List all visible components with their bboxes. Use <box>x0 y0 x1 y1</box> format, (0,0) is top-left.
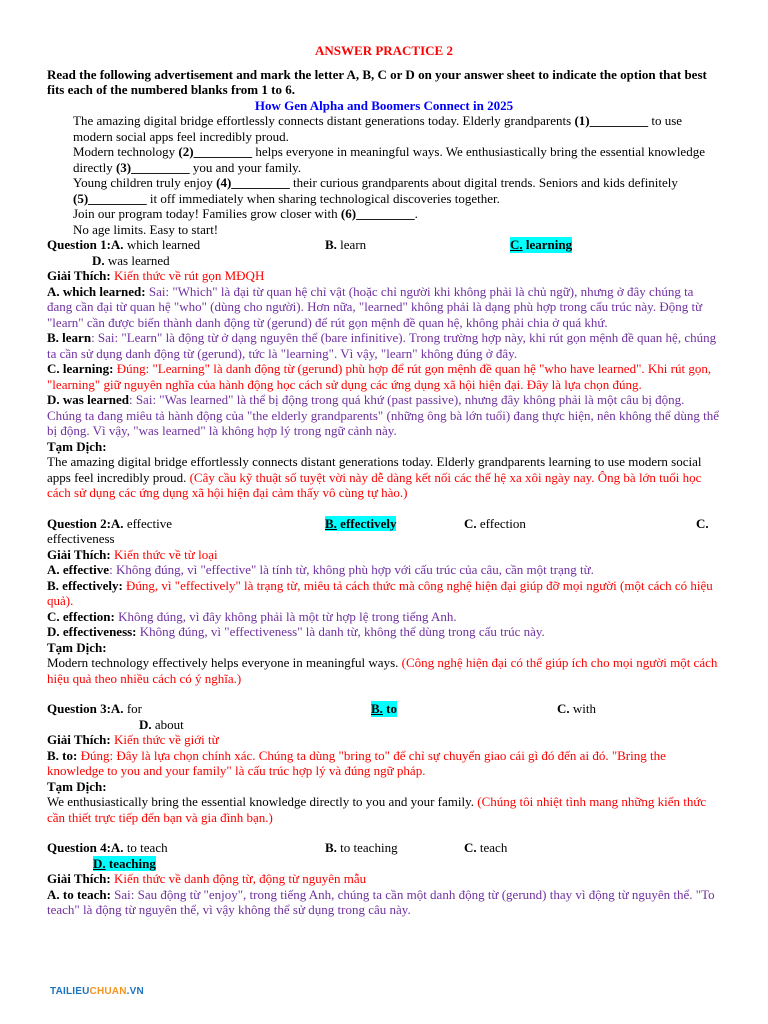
question-4-option-b: to teaching <box>336 840 398 855</box>
blank-2: (2)_________ <box>178 144 253 159</box>
q4-explain-heading: Giải Thích: Kiến thức về danh động từ, động từ nguyên mẫu <box>47 871 367 886</box>
question-1-options: Question 1:A. which learned B. learn C. learning <box>47 237 573 252</box>
site-logo[interactable]: TAILIEUCHUAN.VN <box>50 986 144 997</box>
question-4-option-a: to teach <box>123 840 168 855</box>
question-4-options-row2 <box>47 856 721 872</box>
question-2-options: Question 2:A. effective B. effectively C. effection C. <box>47 515 709 531</box>
q1-explain-b: B. learn: Sai: "Learn" là động từ ở dạng nguyên thể (bare infinitive). Trong trường hợp này, khi rút gọn mệnh đề quan hệ, chúng ta cần sử dụng danh động từ (gerund), tức là "learning". Vì vậy, "learn" không đúng ở đây. <box>47 330 717 361</box>
question-4-answer: D. teaching <box>93 855 156 871</box>
q1-explain-d: D. was learned: Sai: "Was learned" là thể bị động trong quá khứ (past passive), nhưng đây không phải là một câu bị động. Chúng ta đang miêu tả hành động của "the elderly grandparents" (những ông bà lớn tuổi) đang thực hiện, nên không thể dùng thể bị động. Vì vậy, "was learned" là không hợp lý trong ngữ cảnh này. <box>47 392 720 438</box>
question-3-option-a: for <box>123 701 142 716</box>
blank-6: (6)_________ <box>340 206 415 221</box>
question-2-answer: B. effectively <box>325 515 397 531</box>
q2-translation: Modern technology effectively helps everyone in meaningful ways. (Công nghệ hiện đại có thể giúp ích cho mọi người một cách hiệu quả theo nhiều cách có ý nghĩa.) <box>47 655 718 686</box>
question-3-answer: B. to <box>371 701 398 716</box>
q2-translate-heading: Tạm Dịch: <box>47 639 107 655</box>
question-3-option-d: about <box>151 716 184 732</box>
question-1-label: Question 1: <box>47 237 111 252</box>
question-2-label: Question 2: <box>47 515 111 531</box>
q3-translation: We enthusiastically bring the essential knowledge directly to you and your family. (Chúng tôi nhiệt tình mang những kiến thức cần thiết trực tiếp đến bạn và gia đình bạn.) <box>47 794 707 825</box>
passage-line-2: Modern technology (2)_________ helps everyone in meaningful ways. We enthusiastically bring the essential knowledge directly (3)_________ you and your family. <box>73 144 705 175</box>
q2-explain-d: D. effectiveness: Không đúng, vì "effectiveness" là danh từ, không thể dùng trong cấu trúc này. <box>47 624 545 639</box>
question-1-option-b: learn <box>336 237 367 252</box>
q1-translate-heading: Tạm Dịch: <box>47 438 107 454</box>
q2-explain-b: B. effectively: Đúng, vì "effectively" là trạng từ, miêu tả cách thức mà công nghệ hiện đại giúp đỡ mọi người (một cách có hiệu quả). <box>47 577 713 608</box>
question-1-answer: C. learning <box>510 237 573 252</box>
passage-line-1: The amazing digital bridge effortlessly connects distant generations today. Elderly grandparents (1)_________ to use modern social apps feel incredibly proud. <box>73 113 683 144</box>
q3-translate-heading: Tạm Dịch: <box>47 778 107 794</box>
q1-explain-a: A. which learned: Sai: "Which" là đại từ quan hệ chỉ vật (hoặc chỉ người khi không phải là chủ ngữ), nhưng ở đây chúng ta đang cần đại từ quan hệ "who" (dùng cho người). Hơn nữa, "learned" không phải là dạng phù hợp trong cấu trúc này. Động từ "learn" cần được biến thành danh động từ (gerund) để rút gọn mệnh đề quan hệ, không phải chia ở quá khứ. <box>47 283 703 330</box>
question-1-option-d: was learned <box>104 252 170 268</box>
question-3-options-row2: D. about <box>139 716 184 732</box>
q1-explain-c: C. learning: Đúng: "Learning" là danh động từ (gerund) phù hợp để rút gọn mệnh đề quan hệ "who have learned". Khi rút gọn, "learning" giữ nguyên nghĩa của hành động học cách sử dụng các ứng dụng xã hội hiện đại. Đây là lựa chọn đúng. <box>47 361 712 392</box>
blank-3: (3)_________ <box>115 159 190 175</box>
question-3-options: Question 3:A. for B. to C. with <box>47 701 597 716</box>
question-3-option-c: with <box>569 701 597 716</box>
blank-4: (4)_________ <box>216 175 290 190</box>
passage-line-5: No age limits. Easy to start! <box>73 221 219 237</box>
q4-explain-a: A. to teach: Sai: Sau động từ "enjoy", trong tiếng Anh, chúng ta cần một danh động từ (gerund) thay vì động từ nguyên thể. "To teach" là động từ nguyên thể, vì vậy không thể sử dụng trong câu này. <box>47 886 715 917</box>
passage-line-4: Join our program today! Families grow closer with (6)_________. <box>73 206 418 221</box>
q2-explain-c: C. effection: Không đúng, vì đây không phải là một từ hợp lệ trong tiếng Anh. <box>47 608 457 624</box>
question-4-option-c: teach <box>476 840 508 855</box>
question-2-option-a: effective <box>123 515 173 531</box>
q1-translation: The amazing digital bridge effortlessly connects distant generations today. Elderly grandparents learning to use modern social apps feel incredibly proud. (Cây cầu kỹ thuật số tuyệt vời này dễ dàng kết nối các thế hệ xa xôi ngày nay. Ông bà lớn tuổi học cách sử dụng các ứng dụng xã hội hiện đại cảm thấy vô cùng tự hào.) <box>47 454 702 500</box>
blank-5: (5)_________ <box>73 190 147 206</box>
page-title: ANSWER PRACTICE 2 <box>315 43 453 58</box>
q2-explain-heading: Giải Thích: Kiến thức về từ loại <box>47 546 218 562</box>
question-1-options-row2: D. was learned <box>92 252 170 268</box>
passage-title: How Gen Alpha and Boomers Connect in 2025 <box>254 97 514 113</box>
q3-explain-b: B. to: Đúng: Đây là lựa chọn chính xác. Chúng ta dùng "bring to" để chỉ sự chuyển giao cái gì đó đến ai đó. "Bring the knowledge to you and your family" là cấu trúc hợp lý và đúng ngữ pháp. <box>47 747 666 778</box>
question-2-option-d: effectiveness <box>47 531 115 546</box>
blank-1: (1)_________ <box>574 113 649 128</box>
q2-explain-a: A. effective: Không đúng, vì "effective" là tính từ, không phù hợp với cấu trúc của câu, cần một trạng từ. <box>47 562 594 577</box>
passage-line-3: Young children truly enjoy (4)_________ their curious grandparents about digital trends. Seniors and kids definitely (5)_________ it off immediately when sharing technological discoveries together. <box>73 175 678 206</box>
question-1-option-a: which learned <box>123 237 201 252</box>
q3-explain-heading: Giải Thích: Kiến thức về giới từ <box>47 732 219 747</box>
question-3-label: Question 3: <box>47 701 111 716</box>
instruction: Read the following advertisement and mark the letter A, B, C or D on your answer sheet to indicate the option that best fits each of the numbered blanks from 1 to 6. <box>47 66 707 97</box>
question-4-options: Question 4:A. to teach B. to teaching C. teach <box>47 840 508 855</box>
question-2-option-c: effection <box>476 515 526 531</box>
question-4-label: Question 4: <box>47 840 111 855</box>
answer-document <box>47 43 721 918</box>
q1-explain-heading: Giải Thích: Kiến thức về rút gọn MĐQH <box>47 268 265 283</box>
